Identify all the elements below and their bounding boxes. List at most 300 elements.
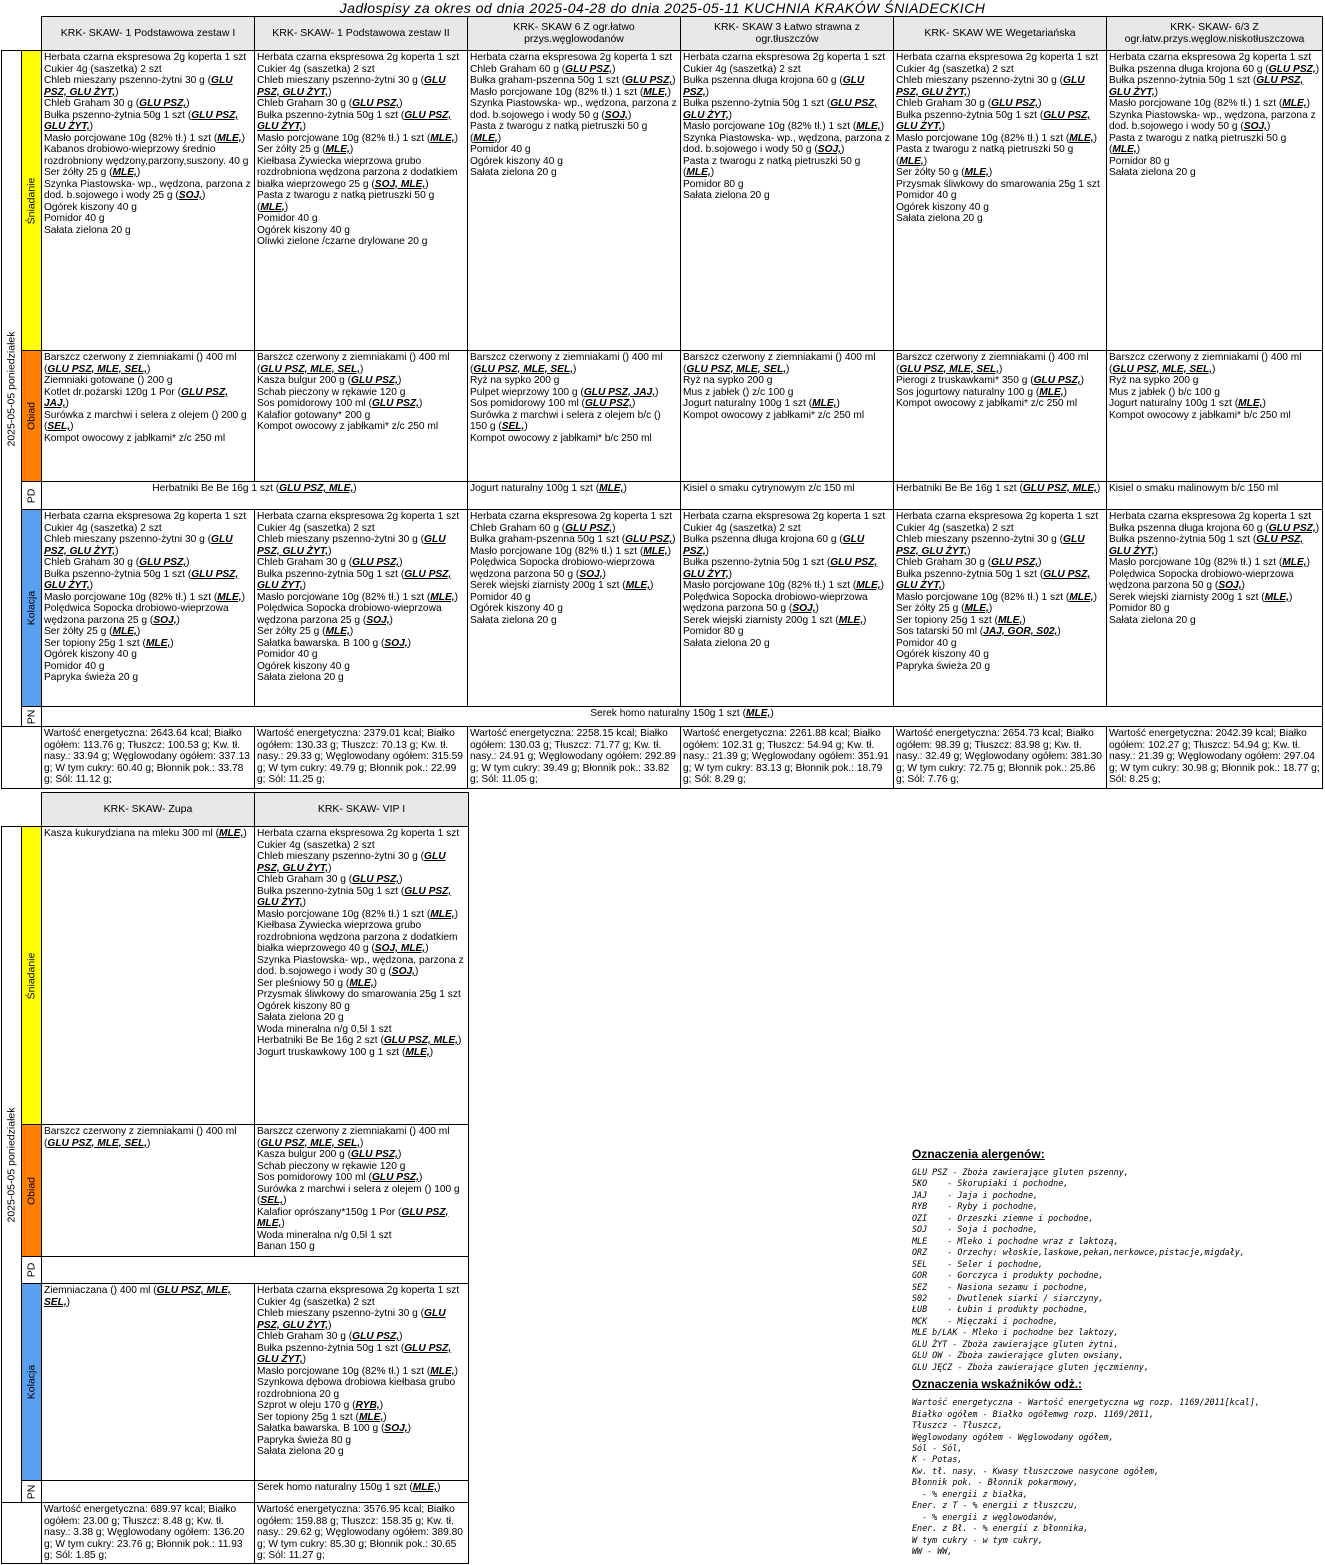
menu-cell: [681, 482, 894, 510]
menu-cell: [42, 1284, 255, 1481]
document-title: Jadłospisy za okres od dnia 2025-04-28 do dnia 2025-05-11 KUCHNIA KRAKÓW ŚNIADECKICH: [339, 0, 986, 16]
menu-item: Cukier 4g (saszetka) 2 szt: [44, 522, 162, 534]
menu-item: Serek homo naturalny 150g 1 szt (MLE,): [590, 708, 774, 719]
menu-cell: [468, 51, 681, 351]
menu-cell: [42, 827, 255, 1125]
menu-item: Masło porcjowane 10g (82% tł.) 1 szt (MLE,): [683, 121, 885, 132]
allergen-codes: GLU PSZ, GLU ŻYT,: [257, 75, 446, 98]
menu-item: Chleb Graham 30 g (GLU PSZ,): [257, 98, 403, 109]
menu-cell: [894, 351, 1107, 482]
menu-item: Ogórek kiszony 40 g: [44, 201, 137, 213]
meal-label-kolacja: Kolacja: [22, 1284, 42, 1481]
menu-cell: [1107, 51, 1323, 351]
allergen-codes: SOJ,: [1243, 121, 1268, 132]
allergen-codes: GLU PSZ,: [352, 1331, 400, 1342]
menu-cell-empty: [42, 1257, 469, 1284]
allergen-codes: GLU PSZ, GLU ŻYT,: [44, 534, 233, 557]
allergen-codes: SOJ,: [384, 1423, 408, 1434]
allergen-codes: GLU PSZ,: [625, 534, 673, 545]
menu-item: Bułka pszenno-żytnia 50g 1 szt (GLU PSZ, GLU ŻYT,): [44, 109, 239, 132]
menu-item: Bułka pszenno-żytnia 50g 1 szt (GLU PSZ, GLU ŻYT,): [44, 568, 239, 591]
menu-item: Sałata zielona 20 g: [257, 672, 344, 683]
allergen-codes: GLU PSZ,: [139, 557, 187, 568]
meal-label-sniadanie: Śniadanie: [22, 827, 42, 1125]
menu-item: Pomidor 40 g: [470, 591, 531, 603]
allergen-codes: MLE,: [964, 167, 989, 178]
menu-item: Masło porcjowane 10g (82% tł.) 1 szt (MLE,): [896, 591, 1098, 603]
allergen-codes: GLU PSZ,: [352, 98, 400, 109]
menu-item: Ser żółty 25 g (MLE,): [896, 603, 993, 614]
allergen-codes: SOJ, MLE,: [374, 178, 426, 190]
menu-item: Herbata czarna ekspresowa 2g koperta 1 szt: [257, 52, 460, 63]
allergen-codes: GLU PSZ, MLE, SEL,: [47, 363, 148, 375]
allergen-codes: SEL,: [501, 421, 525, 432]
menu-item: Chleb mieszany pszenno-żytni 30 g (GLU PSZ, GLU ŻYT,): [896, 534, 1085, 557]
menu-item: Jogurt naturalny 100g 1 szt (MLE,): [1109, 398, 1266, 409]
diet-header: KRK- SKAW WE Wegetariańska: [894, 17, 1107, 51]
header-blank: [2, 793, 42, 827]
date-label: 2025-05-05 poniedziałek: [4, 1106, 17, 1223]
menu-cell: [681, 351, 894, 482]
allergen-codes: GLU PSZ, GLU ŻYT,: [257, 851, 446, 874]
menu-item: Masło porcjowane 10g (82% tł.) 1 szt (MLE,): [257, 591, 459, 603]
allergen-codes: GLU PSZ, MLE, SEL,: [1112, 363, 1213, 375]
diet-header: KRK- SKAW- VIP I: [255, 793, 469, 827]
allergen-codes: GLU PSZ, GLU ŻYT,: [683, 557, 878, 580]
allergen-codes: SOJ,: [384, 637, 408, 649]
menu-item: Sałata zielona 20 g: [1109, 167, 1196, 178]
allergen-codes: MLE,: [643, 86, 668, 98]
allergen-codes: GLU PSZ, MLE, SEL,: [44, 1285, 231, 1308]
menu-item: Cukier 4g (saszetka) 2 szt: [683, 522, 801, 534]
menu-item: Bułka pszenna długa krojona 60 g (GLU PSZ,): [1109, 63, 1320, 75]
menu-item: Kompot owocowy z jabłkami* z/c 250 ml: [257, 421, 439, 432]
allergen-codes: GLU PSZ, MLE,: [257, 1206, 449, 1229]
allergen-codes: GLU PSZ,: [371, 398, 419, 409]
menu-item: Ogórek kiszony 40 g: [896, 201, 989, 213]
menu-item: Masło porcjowane 10g (82% tł.) 1 szt (MLE,): [470, 86, 672, 98]
allergen-codes: MLE,: [412, 1482, 438, 1493]
allergen-codes: SOJ,: [391, 966, 416, 977]
meal-label-kolacja: Kolacja: [22, 510, 42, 707]
menu-item: Bułka pszenna długa krojona 60 g (GLU PSZ,): [683, 75, 865, 98]
menu-item: Ser topiony 25g 1 szt (MLE,): [896, 614, 1026, 626]
menu-item: Cukier 4g (saszetka) 2 szt: [896, 63, 1014, 75]
menu-item: Herbata czarna ekspresowa 2g koperta 1 szt: [683, 511, 886, 522]
menu-item: Jogurt naturalny 100g 1 szt (MLE,): [470, 483, 627, 494]
nutrition-cell: Wartość energetyczna: 2654.73 kcal; Białko ogółem: 98.39 g; Tłuszcz: 83.98 g; Kw. tł. nasy.: 32.49 g; Węglowodany ogółem: 381.30 g; W tym cukry: 72.75 g; Błonnik pok.: 25.86 g; Sól: 7.76 g;: [894, 727, 1107, 789]
allergen-codes: SEL,: [260, 1195, 284, 1206]
diet-header: KRK- SKAW 3 Łatwo strawna z ogr.tłuszczów: [681, 17, 894, 51]
menu-item: Bułka pszenno-żytnia 50g 1 szt (GLU PSZ, GLU ŻYT,): [896, 568, 1091, 591]
menu-item: Herbata czarna ekspresowa 2g koperta 1 szt: [257, 511, 460, 522]
allergen-codes: RYB,: [355, 1400, 380, 1411]
menu-item: Szynka Piastowska- wp., wędzona, parzona z dod. b.sojowego i wody 50 g (SOJ,): [1109, 109, 1316, 132]
menu-item: Chleb mieszany pszenno-żytni 30 g (GLU PSZ, GLU ŻYT,): [44, 75, 233, 98]
menu-item: Masło porcjowane 10g (82% tł.) 1 szt (MLE,): [683, 580, 885, 591]
menu-item: Jogurt truskawkowy 100 g 1 szt (MLE,): [257, 1046, 434, 1058]
nutrition-cell: Wartość energetyczna: 689.97 kcal; Białko ogółem: 23.00 g; Tłuszcz: 8.48 g; Kw. tł. nasy.: 3.38 g; Węglowodany ogółem: 136.20 g; W tym cukry: 23.76 g; Błonnik pok.: 11.93 g; Sól: 1.85 g;: [42, 1503, 255, 1564]
allergen-codes: GLU PSZ,: [683, 75, 865, 98]
allergen-codes: MLE,: [217, 591, 242, 603]
menu-item: Pomidor 80 g: [683, 178, 744, 190]
meal-label-pn: PN: [22, 707, 42, 727]
allergen-codes: SOJ,: [579, 568, 603, 580]
menu-cell: [255, 510, 468, 707]
allergen-codes: GLU PSZ, GLU ŻYT,: [896, 75, 1085, 98]
allergen-codes: MLE,: [217, 132, 242, 144]
menu-item: Serek homo naturalny 150g 1 szt (MLE,): [257, 1482, 441, 1493]
indicators-list: Wartość energetyczna - Wartość energetyczna wg rozp. 1169/2011[kcal], Białko ogółem - Białko ogółemwg rozp. 1169/2011, Tłuszcz - Tłuszcz, Węglowodany ogółem - Węglowodany ogółem, Sól - Sól, K - Potas, Kw. tł. nasy. - Kwasy tłuszczowe nasycone ogółem, Błonnik pok. - Błonnik pokarmowy, - % energii z białka, Ener. z T - % energii z tłuszczu, - % energii z węglowodanów, Ener. z Bł. - % energii z błonnika, W tym cukry - w tym cukry, WW - WW,: [912, 1397, 1260, 1557]
menu-item: Schab pieczony w rękawie 120 g: [257, 1160, 406, 1172]
menu-item: Ryż na sypko 200 g: [1109, 375, 1199, 386]
menu-item: Kalafior gotowany* 200 g: [257, 409, 371, 421]
allergen-codes: MLE,: [964, 603, 989, 614]
menu-item: Ziemniaczana () 400 ml (GLU PSZ, MLE, SEL,): [44, 1285, 231, 1308]
allergen-codes: GLU PSZ, GLU ŻYT,: [1109, 75, 1304, 98]
menu-item: Herbata czarna ekspresowa 2g koperta 1 szt: [257, 828, 460, 839]
menu-item: Pomidor 40 g: [257, 213, 318, 224]
nutrition-cell: Wartość energetyczna: 3576.95 kcal; Białko ogółem: 159.88 g; Tłuszcz: 158.35 g; Kw. tł. nasy.: 29.62 g; Węglowodany ogółem: 389.80 g; W tym cukry: 85.30 g; Błonnik pok.: 30.65 g; Sól: 11.27 g;: [255, 1503, 469, 1564]
allergen-codes: MLE,: [1282, 557, 1307, 568]
diet-header: KRK- SKAW- 1 Podstawowa zestaw I: [42, 17, 255, 51]
menu-cell: [1107, 351, 1323, 482]
allergen-codes: MLE,: [997, 614, 1023, 626]
allergen-codes: MLE,: [1264, 591, 1290, 603]
menu-item: Polędwica Sopocka drobiowo-wieprzowa wędzona parzona 25 g (SOJ,): [44, 603, 229, 626]
diet-header: KRK- SKAW- 6/3 Z ogr.łatw.przys.węglow.niskotłuszczowa: [1107, 17, 1323, 51]
menu-item: Bułka graham-pszenna 50g 1 szt (GLU PSZ,): [470, 534, 676, 545]
menu-item: Herbata czarna ekspresowa 2g koperta 1 szt: [896, 52, 1099, 63]
menu-item: Schab pieczony w rękawie 120 g: [257, 386, 406, 398]
allergen-codes: GLU PSZ, GLU ŻYT,: [683, 98, 878, 121]
menu-item: Pasta z twarogu z natką pietruszki 50 g (MLE,): [1109, 132, 1287, 155]
menu-cell: [42, 351, 255, 482]
allergen-codes: MLE,: [325, 144, 350, 155]
allergen-codes: SEL,: [47, 421, 71, 432]
menu-cell: [894, 510, 1107, 707]
menu-cell: [42, 482, 468, 510]
allergen-codes: GLU PSZ, GLU ŻYT,: [257, 109, 452, 132]
allergen-codes: SOJ,: [153, 614, 177, 626]
allergen-codes: MLE,: [686, 167, 711, 178]
legend: [912, 1147, 1322, 1558]
allergen-codes: MLE,: [430, 132, 455, 144]
menu-item: Chleb mieszany pszenno-żytni 30 g (GLU PSZ, GLU ŻYT,): [44, 534, 233, 557]
allergen-codes: MLE,: [112, 626, 137, 637]
allergen-codes: GLU PSZ,: [565, 522, 613, 534]
menu-item: Sałata zielona 20 g: [1109, 614, 1196, 626]
allergen-codes: GLU PSZ, MLE, SEL,: [899, 363, 1000, 375]
allergen-codes: GLU PSZ, MLE,: [279, 483, 354, 494]
allergen-codes: GLU PSZ,: [371, 1172, 419, 1183]
menu-item: Masło porcjowane 10g (82% tł.) 1 szt (MLE,): [896, 132, 1098, 144]
menu-item: Pierogi z truskawkami* 350 g (GLU PSZ,): [896, 375, 1084, 386]
menu-item: Chleb mieszany pszenno-żytni 30 g (GLU PSZ, GLU ŻYT,): [896, 75, 1085, 98]
menu-item: Sałata zielona 20 g: [470, 614, 557, 626]
menu-item: Kotlet dr.pożarski 120g 1 Por (GLU PSZ, JAJ,): [44, 386, 229, 409]
menu-item: Kompot owocowy z jabłkami* b/c 250 ml: [470, 432, 652, 444]
menu-item: Woda mineralna n/g 0,5l 1 szt: [257, 1023, 392, 1035]
allergen-codes: MLE,: [1112, 144, 1137, 155]
allergen-codes: MLE,: [349, 977, 374, 989]
allergen-codes: GLU PSZ, JAJ,: [44, 386, 229, 409]
allergen-codes: GLU PSZ,: [991, 98, 1039, 109]
menu-item: Sałata zielona 20 g: [470, 167, 557, 178]
allergen-codes: MLE,: [1069, 591, 1094, 603]
menu-item: Bułka pszenno-żytnia 50g 1 szt (GLU PSZ, GLU ŻYT,): [683, 98, 878, 121]
allergen-codes: GLU PSZ,: [683, 534, 865, 557]
menu-cell: [468, 351, 681, 482]
menu-item: Cukier 4g (saszetka) 2 szt: [257, 839, 375, 851]
menu-cell: [468, 482, 681, 510]
menu-item: Pomidor 40 g: [44, 660, 105, 672]
menu-item: Bułka pszenno-żytnia 50g 1 szt (GLU PSZ, GLU ŻYT,): [257, 568, 452, 591]
menu-cell: [468, 510, 681, 707]
date-cell: [2, 827, 22, 1503]
allergen-codes: MLE,: [599, 483, 624, 494]
menu-item: Masło porcjowane 10g (82% tł.) 1 szt (MLE,): [257, 1365, 459, 1377]
menu-item: Cukier 4g (saszetka) 2 szt: [257, 522, 375, 534]
menu-item: Sos jogurtowy naturalny 100 g (MLE,): [896, 386, 1068, 398]
allergen-codes: GLU PSZ, GLU ŻYT,: [44, 75, 233, 98]
allergen-codes: GLU PSZ, JAJ,: [583, 386, 656, 398]
menu-item: Chleb Graham 60 g (GLU PSZ,): [470, 63, 616, 75]
menu-item: Herbata czarna ekspresowa 2g koperta 1 szt: [470, 511, 673, 522]
allergen-codes: MLE,: [430, 908, 455, 920]
menu-item: Kompot owocowy z jabłkami* b/c 250 ml: [1109, 409, 1291, 421]
menu-cell: [255, 1481, 469, 1503]
menu-item: Pomidor 40 g: [44, 213, 105, 224]
allergen-codes: GLU PSZ,: [139, 98, 187, 109]
menu-item: Kasza kukurydziana na mleku 300 ml (MLE,): [44, 828, 247, 839]
menu-item: Ser pleśniowy 50 g (MLE,): [257, 977, 378, 989]
menu-item: Masło porcjowane 10g (82% tł.) 1 szt (MLE,): [44, 591, 246, 603]
nutrition-cell: Wartość energetyczna: 2379.01 kcal; Białko ogółem: 130.33 g; Tłuszcz: 70.13 g; Kw. tł. nasy.: 29.33 g; Węglowodany ogółem: 315.59 g; W tym cukry: 49.79 g; Błonnik pok.: 22.99 g; Sól: 11.25 g;: [255, 727, 468, 789]
menu-cell: [255, 1284, 469, 1481]
allergen-codes: MLE,: [1238, 398, 1263, 409]
diet-header: KRK- SKAW 6 Z ogr.łatwo przys.węglowodanów: [468, 17, 681, 51]
menu-item: Herbatniki Be Be 16g 2 szt (GLU PSZ, MLE,): [257, 1035, 462, 1046]
allergen-codes: MLE,: [1282, 98, 1307, 109]
allergens-list: GLU PSZ - Zboża zawierające gluten pszenny, SKO - Skorupiaki i pochodne, JAJ - Jaja i pochodne, RYB - Ryby i pochodne, OZI - Orzeszki ziemne i pochodne, SOJ - Soja i pochodne, MLE - Mleko i pochodne wraz z laktozą, ORZ - Orzechy: włoskie,laskowe,pekan,nerkowce,pistacje,migdały, SEL - Seler i pochodne, GOR - Gorczyca i produkty pochodne, SEZ - Nasiona sezamu i pochodne, S02 - Dwutlenek siarki / siarczyny, ŁUB - Łubin i produkty pochodne, MCK - Mięczaki i pochodne, MLE b/LAK - Mleko i pochodne bez laktozy, GLU ŻYT - Zboża zawierające gluten żytni, GLU OW - Zboża zawierające gluten owsiany, GLU JĘCZ - Zboża zawierające gluten jęczmienny,: [912, 1167, 1245, 1372]
allergen-codes: GLU PSZ, GLU ŻYT,: [257, 568, 452, 591]
allergen-codes: GLU PSZ,: [584, 398, 632, 409]
allergen-codes: MLE,: [1069, 132, 1094, 144]
allergen-codes: GLU PSZ,: [565, 63, 613, 75]
allergen-codes: GLU PSZ, GLU ŻYT,: [44, 568, 239, 591]
nutrition-cell: Wartość energetyczna: 2643.64 kcal; Białko ogółem: 113.76 g; Tłuszcz: 100.53 g; Kw. tł. nasy.: 33.94 g; Węglowodany ogółem: 337.13 g; W tym cukry: 60.40 g; Błonnik pok.: 33.78 g; Sól: 11.12 g;: [42, 727, 255, 789]
menu-item: Herbata czarna ekspresowa 2g koperta 1 szt: [257, 1285, 460, 1296]
allergen-codes: MLE,: [899, 155, 924, 167]
menu-item: Sałata zielona 20 g: [896, 213, 983, 224]
meal-label-obiad: Obiad: [22, 351, 42, 482]
menu-item: Sos pomidorowy 100 ml (GLU PSZ,): [470, 398, 636, 409]
allergen-codes: GLU PSZ, MLE, SEL,: [260, 363, 361, 375]
menu-cell: [681, 510, 894, 707]
allergen-codes: GLU PSZ, MLE, SEL,: [686, 363, 787, 375]
menu-item: Ryż na sypko 200 g: [683, 375, 773, 386]
menu-item: Chleb Graham 30 g (GLU PSZ,): [257, 1331, 403, 1342]
menu-item: Kiełbasa Żywiecka wieprzowa grubo rozdrobniona wędzona parzona z dodatkiem białka wieprzowego 25 g (SOJ, MLE,): [257, 155, 458, 190]
menu-item: Herbata czarna ekspresowa 2g koperta 1 szt: [1109, 52, 1312, 63]
menu-item: Ser żółty 25 g (MLE,): [257, 626, 354, 637]
allergen-codes: GLU PSZ, GLU ŻYT,: [257, 885, 452, 908]
menu-item: Papryka świeża 20 g: [896, 660, 991, 672]
menu-item: Szprot w oleju 170 g (RYB,): [257, 1400, 384, 1411]
allergen-codes: SOJ,: [792, 603, 816, 614]
meal-label-pd: PD: [22, 1257, 42, 1284]
allergen-codes: MLE,: [430, 591, 455, 603]
menu-item: Pomidor 40 g: [896, 190, 957, 201]
menu-item: Papryka świeża 20 g: [44, 672, 139, 683]
menu-item: Kiełbasa Żywiecka wieprzowa grubo rozdrobniona wędzona parzona z dodatkiem białka wieprzowego 40 g (SOJ, MLE,): [257, 920, 458, 954]
allergen-codes: GLU PSZ, GLU ŻYT,: [257, 1342, 452, 1365]
menu-item: Szynka Piastowska- wp., wędzona, parzona z dod. b.sojowego i wody 30 g (SOJ,): [257, 954, 464, 977]
menu-table-secondary: [1, 792, 469, 1564]
menu-item: Polędwica Sopocka drobiowo-wieprzowa wędzona parzona 25 g (SOJ,): [257, 603, 442, 626]
allergen-codes: GLU PSZ, GLU ŻYT,: [896, 534, 1085, 557]
menu-cell: [42, 51, 255, 351]
menu-item: Barszcz czerwony z ziemniakami () 400 ml (GLU PSZ, MLE, SEL,): [1109, 352, 1302, 375]
menu-item: Kabanos drobiowo-wieprzowy średnio rozdrobniony wędzony,parzony,suszony. 40 g: [44, 144, 249, 167]
menu-item: Chleb Graham 30 g (GLU PSZ,): [896, 557, 1042, 568]
allergen-codes: MLE,: [625, 580, 651, 591]
menu-item: Ser żółty 25 g (MLE,): [44, 167, 141, 178]
menu-item: Ogórek kiszony 80 g: [257, 1000, 350, 1012]
menu-item: Ser żółty 50 g (MLE,): [896, 167, 993, 178]
allergen-codes: GLU PSZ,: [1268, 522, 1316, 534]
menu-item: Masło porcjowane 10g (82% tł.) 1 szt (MLE,): [1109, 557, 1311, 568]
menu-item: Serek wiejski ziarnisty 200g 1 szt (MLE,): [1109, 591, 1293, 603]
menu-item: Cukier 4g (saszetka) 2 szt: [44, 63, 162, 75]
menu-item: Chleb Graham 30 g (GLU PSZ,): [257, 557, 403, 568]
menu-table-main: [1, 16, 1323, 789]
menu-cell: [255, 827, 469, 1125]
allergen-codes: SOJ,: [604, 109, 629, 121]
menu-item: Bułka pszenno-żytnia 50g 1 szt (GLU PSZ, GLU ŻYT,): [683, 557, 878, 580]
allergen-codes: GLU PSZ,: [352, 874, 400, 885]
menu-cell: [42, 1125, 255, 1257]
menu-item: Sos pomidorowy 100 ml (GLU PSZ,): [257, 1172, 423, 1183]
allergen-codes: SOJ,: [366, 614, 390, 626]
menu-item: Ogórek kiszony 40 g: [257, 224, 350, 236]
menu-item: Masło porcjowane 10g (82% tł.) 1 szt (MLE,): [44, 132, 246, 144]
meal-label-pn: PN: [22, 1481, 42, 1503]
menu-item: Ogórek kiszony 40 g: [470, 155, 563, 167]
menu-item: Mus z jabłek () z/c 100 g: [683, 386, 794, 398]
diet-header: KRK- SKAW- 1 Podstawowa zestaw II: [255, 17, 468, 51]
allergen-codes: SOJ,: [178, 190, 203, 201]
allergen-codes: GLU PSZ,: [351, 375, 398, 386]
menu-item: Bułka pszenna długa krojona 60 g (GLU PSZ,): [1109, 522, 1320, 534]
menu-item: Herbata czarna ekspresowa 2g koperta 1 szt: [44, 511, 247, 522]
allergen-codes: GLU PSZ, GLU ŻYT,: [257, 534, 446, 557]
menu-item: Cukier 4g (saszetka) 2 szt: [683, 63, 801, 75]
menu-item: Sałata zielona 20 g: [683, 190, 770, 201]
menu-item: Herbata czarna ekspresowa 2g koperta 1 szt: [683, 52, 886, 63]
menu-cell: [42, 510, 255, 707]
nutrition-cell: Wartość energetyczna: 2261.88 kcal; Białko ogółem: 102.31 g; Tłuszcz: 54.94 g; Kw. tł. nasy.: 21.39 g; Węglowodany ogółem: 351.91 g; W tym cukry: 83.13 g; Błonnik pok.: 18.79 g; Sól: 8.29 g;: [681, 727, 894, 789]
allergen-codes: MLE,: [838, 614, 864, 626]
menu-item: Ser topiony 25g 1 szt (MLE,): [44, 637, 174, 649]
menu-item: Pomidor 80 g: [1109, 155, 1170, 167]
menu-item: Barszcz czerwony z ziemniakami () 400 ml (GLU PSZ, MLE, SEL,): [257, 352, 450, 375]
menu-item: Szynka Piastowska- wp., wędzona, parzona z dod. b.sojowego i wody 50 g (SOJ,): [470, 98, 677, 121]
menu-cell: [681, 51, 894, 351]
menu-item: Jogurt naturalny 100g 1 szt (MLE,): [683, 398, 840, 409]
menu-item: Masło porcjowane 10g (82% tł.) 1 szt (MLE,): [470, 545, 672, 557]
menu-item: Ogórek kiszony 40 g: [257, 660, 350, 672]
allergen-codes: MLE,: [112, 167, 137, 178]
menu-item: Sałata zielona 20 g: [257, 1012, 344, 1023]
menu-item: Bułka pszenno-żytnia 50g 1 szt (GLU PSZ, GLU ŻYT,): [1109, 75, 1304, 98]
menu-item: Banan 150 g: [257, 1241, 315, 1252]
meal-label-obiad: Obiad: [22, 1125, 42, 1257]
allergen-codes: GLU PSZ, GLU ŻYT,: [896, 568, 1091, 591]
nutrition-label-blank: [2, 1503, 42, 1564]
allergen-codes: MLE,: [856, 121, 881, 132]
menu-item: Kompot owocowy z jabłkami* z/c 250 ml: [896, 398, 1078, 409]
allergen-codes: MLE,: [812, 398, 837, 409]
menu-item: Woda mineralna n/g 0,5l 1 szt: [257, 1229, 392, 1241]
menu-item: Sałata zielona 20 g: [44, 224, 131, 236]
menu-item: Sos tatarski 50 ml (JAJ, GOR, S02,): [896, 626, 1061, 637]
menu-item: Cukier 4g (saszetka) 2 szt: [896, 522, 1014, 534]
header-blank: [2, 17, 42, 51]
diet-header: KRK- SKAW- Zupa: [42, 793, 255, 827]
menu-item: Serek wiejski ziarnisty 200g 1 szt (MLE,): [683, 614, 867, 626]
menu-item: Herbata czarna ekspresowa 2g koperta 1 szt: [470, 52, 673, 63]
allergen-codes: SOJ,: [1218, 580, 1242, 591]
allergen-codes: MLE,: [405, 1046, 430, 1058]
date-label: 2025-05-05 poniedziałek: [4, 330, 17, 447]
menu-item: Herbatniki Be Be 16g 1 szt (GLU PSZ, MLE,): [896, 483, 1101, 494]
menu-item: Kisiel o smaku malinowym b/c 150 ml: [1109, 483, 1279, 494]
menu-item: Bułka graham-pszenna 50g 1 szt (GLU PSZ,): [470, 75, 676, 86]
menu-item: Bułka pszenno-żytnia 50g 1 szt (GLU PSZ, GLU ŻYT,): [896, 109, 1091, 132]
menu-item: Ser żółty 25 g (MLE,): [257, 144, 354, 155]
allergen-codes: GLU PSZ, MLE,: [1022, 483, 1097, 494]
nutrition-cell: Wartość energetyczna: 2258.15 kcal; Białko ogółem: 130.03 g; Tłuszcz: 71.77 g; Kw. tł. nasy.: 24.91 g; Węglowodany ogółem: 292.89 g; W tym cukry: 39.49 g; Błonnik pok.: 33.82 g; Sól: 11.05 g;: [468, 727, 681, 789]
menu-item: Sałatka bawarska. B 100 g (SOJ,): [257, 1423, 412, 1434]
allergen-codes: GLU PSZ, MLE,: [383, 1035, 458, 1046]
menu-item: Masło porcjowane 10g (82% tł.) 1 szt (MLE,): [257, 908, 459, 920]
menu-item: Szynkowa dębowa drobiowa kiełbasa grubo rozdrobniona 20 g: [257, 1377, 456, 1400]
menu-item: Sałatka bawarska. B 100 g (SOJ,): [257, 637, 412, 649]
menu-item: Herbata czarna ekspresowa 2g koperta 1 szt: [44, 52, 247, 63]
menu-item: Bułka pszenna długa krojona 60 g (GLU PSZ,): [683, 534, 865, 557]
menu-cell: [894, 482, 1107, 510]
allergen-codes: GLU PSZ,: [1268, 63, 1316, 75]
menu-item: Masło porcjowane 10g (82% tł.) 1 szt (MLE,): [1109, 98, 1311, 109]
allergen-codes: GLU PSZ, GLU ŻYT,: [257, 1308, 446, 1331]
menu-item: Przysmak śliwkowy do smarowania 25g 1 szt: [896, 178, 1100, 190]
allergen-codes: MLE,: [260, 201, 285, 213]
menu-item: Bułka pszenno-żytnia 50g 1 szt (GLU PSZ, GLU ŻYT,): [257, 885, 452, 908]
meal-label-sniadanie: Śniadanie: [22, 51, 42, 351]
menu-item: Bułka pszenno-żytnia 50g 1 szt (GLU PSZ, GLU ŻYT,): [257, 109, 452, 132]
menu-item: Barszcz czerwony z ziemniakami () 400 ml (GLU PSZ, MLE, SEL,): [683, 352, 876, 375]
menu-item: Chleb Graham 30 g (GLU PSZ,): [44, 98, 190, 109]
menu-item: Pomidor 80 g: [683, 626, 744, 637]
menu-cell: [255, 1125, 469, 1257]
menu-item: Szynka Piastowska- wp., wędzona, parzona z dod. b.sojowego i wody 25 g (SOJ,): [44, 178, 251, 201]
menu-cell: [42, 707, 1323, 727]
meal-label-pd: PD: [22, 482, 42, 510]
allergen-codes: MLE,: [325, 626, 350, 637]
menu-item: Polędwica Sopocka drobiowo-wieprzowa wędzona parzona 50 g (SOJ,): [683, 591, 868, 614]
